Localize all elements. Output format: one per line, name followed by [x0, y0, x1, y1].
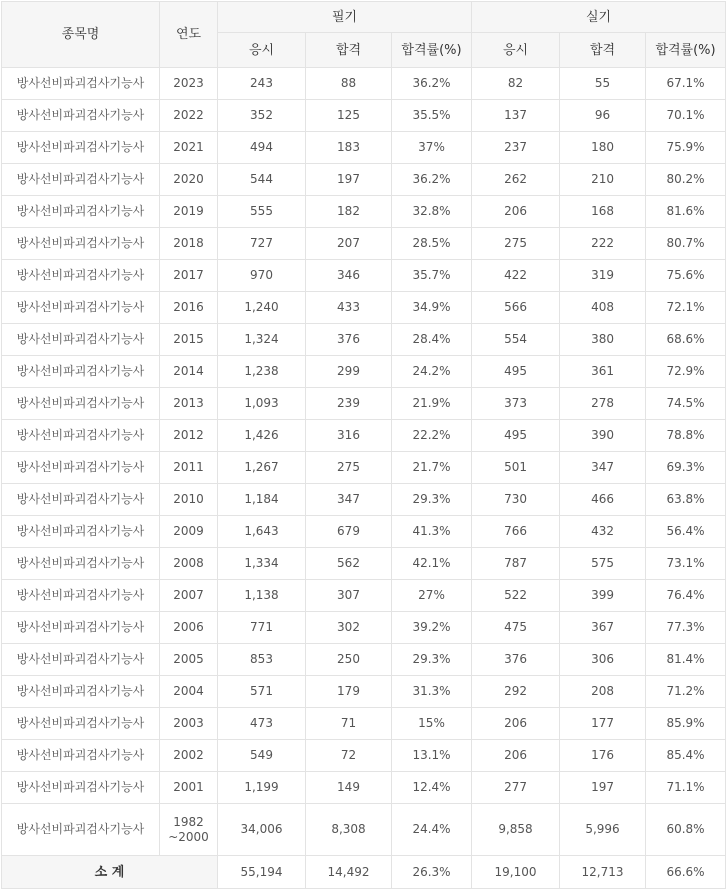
cell-year: 2006: [160, 612, 218, 644]
cell-written-applicants: 473: [218, 708, 306, 740]
table-row: [2, 420, 726, 452]
cell-written-passed: 299: [306, 356, 392, 388]
cell-written-passed: 316: [306, 420, 392, 452]
cell-written-rate: 13.1%: [392, 740, 472, 772]
cell-name: 방사선비파괴검사기능사: [2, 644, 160, 676]
cell-practical-rate: 80.2%: [646, 164, 726, 196]
cell-practical-passed: 278: [560, 388, 646, 420]
header-year: 연도: [160, 2, 218, 68]
cell-practical-applicants: 475: [472, 612, 560, 644]
cell-practical-passed: 466: [560, 484, 646, 516]
cell-name: 방사선비파괴검사기능사: [2, 132, 160, 164]
cell-practical-applicants: 501: [472, 452, 560, 484]
header-written: 필기: [218, 2, 472, 33]
header-written-rate: 합격률(%): [392, 33, 472, 68]
cell-written-rate: 35.5%: [392, 100, 472, 132]
cell-practical-passed: 432: [560, 516, 646, 548]
cell-written-passed: 275: [306, 452, 392, 484]
cell-practical-rate: 71.1%: [646, 772, 726, 804]
pass-rate-table: [1, 1, 726, 889]
cell-written-applicants: 1,184: [218, 484, 306, 516]
cell-name: 방사선비파괴검사기능사: [2, 100, 160, 132]
cell-written-applicants: 1,334: [218, 548, 306, 580]
cell-name: 방사선비파괴검사기능사: [2, 324, 160, 356]
table-row: [2, 548, 726, 580]
cell-name: 방사선비파괴검사기능사: [2, 484, 160, 516]
cell-written-applicants: 1,093: [218, 388, 306, 420]
cell-written-rate: 24.2%: [392, 356, 472, 388]
cell-practical-passed: 96: [560, 100, 646, 132]
cell-practical-rate: 73.1%: [646, 548, 726, 580]
cell-practical-passed: 306: [560, 644, 646, 676]
cell-practical-rate: 77.3%: [646, 612, 726, 644]
cell-written-passed: 207: [306, 228, 392, 260]
cell-written-applicants: 727: [218, 228, 306, 260]
cell-practical-passed: 222: [560, 228, 646, 260]
cell-practical-applicants: 237: [472, 132, 560, 164]
cell-practical-applicants: 275: [472, 228, 560, 260]
cell-year: 2009: [160, 516, 218, 548]
cell-year: 2004: [160, 676, 218, 708]
cell-written-applicants: 771: [218, 612, 306, 644]
total-written-rate: 26.3%: [392, 856, 472, 889]
cell-written-applicants: 1,324: [218, 324, 306, 356]
cell-practical-rate: 76.4%: [646, 580, 726, 612]
table-row: [2, 260, 726, 292]
cell-name: 방사선비파괴검사기능사: [2, 708, 160, 740]
cell-practical-applicants: 277: [472, 772, 560, 804]
cell-practical-passed: 575: [560, 548, 646, 580]
cell-written-applicants: 853: [218, 644, 306, 676]
cell-written-applicants: 549: [218, 740, 306, 772]
cell-practical-passed: 180: [560, 132, 646, 164]
table-row: [2, 772, 726, 804]
cell-practical-applicants: 566: [472, 292, 560, 324]
cell-practical-passed: 361: [560, 356, 646, 388]
cell-written-passed: 250: [306, 644, 392, 676]
cell-practical-applicants: 82: [472, 68, 560, 100]
table-row: [2, 740, 726, 772]
total-practical-rate: 66.6%: [646, 856, 726, 889]
cell-practical-passed: 176: [560, 740, 646, 772]
cell-written-passed: 149: [306, 772, 392, 804]
cell-written-rate: 22.2%: [392, 420, 472, 452]
cell-written-passed: 88: [306, 68, 392, 100]
cell-written-passed: 376: [306, 324, 392, 356]
cell-written-rate: 36.2%: [392, 164, 472, 196]
cell-practical-rate: 72.1%: [646, 292, 726, 324]
cell-year: 2016: [160, 292, 218, 324]
cell-written-applicants: 970: [218, 260, 306, 292]
header-written-applicants: 응시: [218, 33, 306, 68]
cell-written-rate: 34.9%: [392, 292, 472, 324]
cell-written-rate: 24.4%: [392, 804, 472, 856]
cell-written-passed: 72: [306, 740, 392, 772]
table-row: [2, 612, 726, 644]
cell-year: 2021: [160, 132, 218, 164]
table-row: [2, 356, 726, 388]
header-practical-rate: 합격률(%): [646, 33, 726, 68]
cell-written-rate: 32.8%: [392, 196, 472, 228]
cell-practical-rate: 60.8%: [646, 804, 726, 856]
table-body: [2, 68, 726, 856]
cell-practical-passed: 210: [560, 164, 646, 196]
header-practical-applicants: 응시: [472, 33, 560, 68]
cell-written-passed: 347: [306, 484, 392, 516]
cell-practical-passed: 380: [560, 324, 646, 356]
table-row: [2, 68, 726, 100]
cell-written-rate: 21.9%: [392, 388, 472, 420]
cell-practical-passed: 390: [560, 420, 646, 452]
cell-year: 2011: [160, 452, 218, 484]
table-row: [2, 100, 726, 132]
cell-practical-applicants: 206: [472, 708, 560, 740]
cell-practical-passed: 347: [560, 452, 646, 484]
cell-written-passed: 679: [306, 516, 392, 548]
cell-written-passed: 302: [306, 612, 392, 644]
cell-written-passed: 71: [306, 708, 392, 740]
cell-name: 방사선비파괴검사기능사: [2, 356, 160, 388]
cell-written-applicants: 555: [218, 196, 306, 228]
cell-written-rate: 42.1%: [392, 548, 472, 580]
total-written-passed: 14,492: [306, 856, 392, 889]
table-row: [2, 676, 726, 708]
cell-name: 방사선비파괴검사기능사: [2, 292, 160, 324]
cell-practical-rate: 67.1%: [646, 68, 726, 100]
header-practical: 실기: [472, 2, 726, 33]
cell-name: 방사선비파괴검사기능사: [2, 804, 160, 856]
cell-written-applicants: 1,138: [218, 580, 306, 612]
cell-name: 방사선비파괴검사기능사: [2, 228, 160, 260]
cell-written-applicants: 1,426: [218, 420, 306, 452]
cell-practical-rate: 72.9%: [646, 356, 726, 388]
cell-year: 2013: [160, 388, 218, 420]
cell-name: 방사선비파괴검사기능사: [2, 388, 160, 420]
cell-practical-applicants: 495: [472, 356, 560, 388]
cell-written-rate: 28.4%: [392, 324, 472, 356]
cell-practical-rate: 56.4%: [646, 516, 726, 548]
cell-name: 방사선비파괴검사기능사: [2, 452, 160, 484]
cell-name: 방사선비파괴검사기능사: [2, 516, 160, 548]
cell-year: 2007: [160, 580, 218, 612]
table-row: [2, 292, 726, 324]
cell-practical-passed: 5,996: [560, 804, 646, 856]
cell-written-rate: 21.7%: [392, 452, 472, 484]
cell-practical-applicants: 730: [472, 484, 560, 516]
cell-practical-passed: 55: [560, 68, 646, 100]
cell-name: 방사선비파괴검사기능사: [2, 196, 160, 228]
cell-written-rate: 31.3%: [392, 676, 472, 708]
cell-written-rate: 15%: [392, 708, 472, 740]
cell-year: 2010: [160, 484, 218, 516]
cell-practical-applicants: 376: [472, 644, 560, 676]
cell-year: 2015: [160, 324, 218, 356]
table-row: [2, 484, 726, 516]
table-row: [2, 388, 726, 420]
cell-practical-applicants: 495: [472, 420, 560, 452]
cell-written-rate: 41.3%: [392, 516, 472, 548]
cell-practical-rate: 69.3%: [646, 452, 726, 484]
total-row: [2, 856, 726, 889]
cell-practical-passed: 197: [560, 772, 646, 804]
total-practical-passed: 12,713: [560, 856, 646, 889]
cell-written-rate: 39.2%: [392, 612, 472, 644]
cell-practical-rate: 85.4%: [646, 740, 726, 772]
cell-written-applicants: 1,199: [218, 772, 306, 804]
cell-written-passed: 8,308: [306, 804, 392, 856]
cell-practical-rate: 68.6%: [646, 324, 726, 356]
total-written-applicants: 55,194: [218, 856, 306, 889]
cell-practical-rate: 70.1%: [646, 100, 726, 132]
cell-practical-applicants: 766: [472, 516, 560, 548]
cell-year: 2023: [160, 68, 218, 100]
cell-year: 2001: [160, 772, 218, 804]
cell-written-applicants: 1,238: [218, 356, 306, 388]
cell-practical-rate: 81.6%: [646, 196, 726, 228]
cell-written-applicants: 243: [218, 68, 306, 100]
cell-written-rate: 36.2%: [392, 68, 472, 100]
cell-written-passed: 562: [306, 548, 392, 580]
cell-year: 2017: [160, 260, 218, 292]
cell-practical-applicants: 787: [472, 548, 560, 580]
cell-written-applicants: 544: [218, 164, 306, 196]
cell-name: 방사선비파괴검사기능사: [2, 420, 160, 452]
cell-practical-rate: 71.2%: [646, 676, 726, 708]
table-row: [2, 324, 726, 356]
header-name: 종목명: [2, 2, 160, 68]
cell-written-passed: 197: [306, 164, 392, 196]
cell-practical-applicants: 422: [472, 260, 560, 292]
cell-written-applicants: 352: [218, 100, 306, 132]
cell-year: 2022: [160, 100, 218, 132]
cell-name: 방사선비파괴검사기능사: [2, 772, 160, 804]
cell-practical-rate: 80.7%: [646, 228, 726, 260]
total-label: 소 계: [2, 856, 218, 889]
cell-name: 방사선비파괴검사기능사: [2, 612, 160, 644]
cell-year: 2020: [160, 164, 218, 196]
table-row: [2, 452, 726, 484]
header-written-passed: 합격: [306, 33, 392, 68]
cell-written-rate: 35.7%: [392, 260, 472, 292]
table-row: [2, 644, 726, 676]
cell-written-applicants: 1,643: [218, 516, 306, 548]
header-practical-passed: 합격: [560, 33, 646, 68]
cell-year: 2014: [160, 356, 218, 388]
cell-practical-rate: 74.5%: [646, 388, 726, 420]
cell-written-rate: 37%: [392, 132, 472, 164]
cell-practical-passed: 208: [560, 676, 646, 708]
cell-year: 2019: [160, 196, 218, 228]
cell-name: 방사선비파괴검사기능사: [2, 548, 160, 580]
cell-written-rate: 28.5%: [392, 228, 472, 260]
cell-year: 2002: [160, 740, 218, 772]
cell-practical-rate: 75.6%: [646, 260, 726, 292]
cell-name: 방사선비파괴검사기능사: [2, 68, 160, 100]
cell-name: 방사선비파괴검사기능사: [2, 676, 160, 708]
table-row: [2, 132, 726, 164]
cell-written-applicants: 494: [218, 132, 306, 164]
cell-year: 2005: [160, 644, 218, 676]
cell-practical-passed: 168: [560, 196, 646, 228]
cell-practical-rate: 75.9%: [646, 132, 726, 164]
cell-name: 방사선비파괴검사기능사: [2, 260, 160, 292]
cell-practical-applicants: 373: [472, 388, 560, 420]
cell-written-applicants: 1,267: [218, 452, 306, 484]
cell-practical-applicants: 554: [472, 324, 560, 356]
table-row: [2, 164, 726, 196]
total-practical-applicants: 19,100: [472, 856, 560, 889]
cell-practical-passed: 177: [560, 708, 646, 740]
cell-practical-passed: 399: [560, 580, 646, 612]
cell-practical-rate: 85.9%: [646, 708, 726, 740]
cell-practical-applicants: 9,858: [472, 804, 560, 856]
cell-practical-applicants: 137: [472, 100, 560, 132]
cell-year: 1982 ~2000: [160, 804, 218, 856]
cell-practical-rate: 78.8%: [646, 420, 726, 452]
cell-written-passed: 239: [306, 388, 392, 420]
cell-practical-applicants: 522: [472, 580, 560, 612]
cell-written-rate: 29.3%: [392, 644, 472, 676]
cell-written-passed: 346: [306, 260, 392, 292]
table-row: [2, 708, 726, 740]
cell-written-passed: 307: [306, 580, 392, 612]
cell-written-passed: 183: [306, 132, 392, 164]
cell-practical-passed: 319: [560, 260, 646, 292]
cell-written-rate: 12.4%: [392, 772, 472, 804]
cell-written-passed: 433: [306, 292, 392, 324]
cell-practical-rate: 81.4%: [646, 644, 726, 676]
cell-written-applicants: 571: [218, 676, 306, 708]
cell-year: 2012: [160, 420, 218, 452]
cell-written-passed: 125: [306, 100, 392, 132]
cell-year: 2003: [160, 708, 218, 740]
cell-practical-applicants: 206: [472, 196, 560, 228]
cell-written-rate: 27%: [392, 580, 472, 612]
table-row: [2, 516, 726, 548]
cell-year: 2018: [160, 228, 218, 260]
cell-written-passed: 182: [306, 196, 392, 228]
cell-practical-applicants: 206: [472, 740, 560, 772]
table-row: [2, 804, 726, 856]
cell-written-passed: 179: [306, 676, 392, 708]
cell-name: 방사선비파괴검사기능사: [2, 164, 160, 196]
cell-name: 방사선비파괴검사기능사: [2, 580, 160, 612]
cell-practical-applicants: 292: [472, 676, 560, 708]
cell-year: 2008: [160, 548, 218, 580]
cell-practical-applicants: 262: [472, 164, 560, 196]
cell-practical-passed: 408: [560, 292, 646, 324]
table-row: [2, 228, 726, 260]
cell-written-applicants: 1,240: [218, 292, 306, 324]
cell-written-applicants: 34,006: [218, 804, 306, 856]
table-row: [2, 580, 726, 612]
table-row: [2, 196, 726, 228]
cell-practical-passed: 367: [560, 612, 646, 644]
cell-name: 방사선비파괴검사기능사: [2, 740, 160, 772]
cell-written-rate: 29.3%: [392, 484, 472, 516]
cell-practical-rate: 63.8%: [646, 484, 726, 516]
